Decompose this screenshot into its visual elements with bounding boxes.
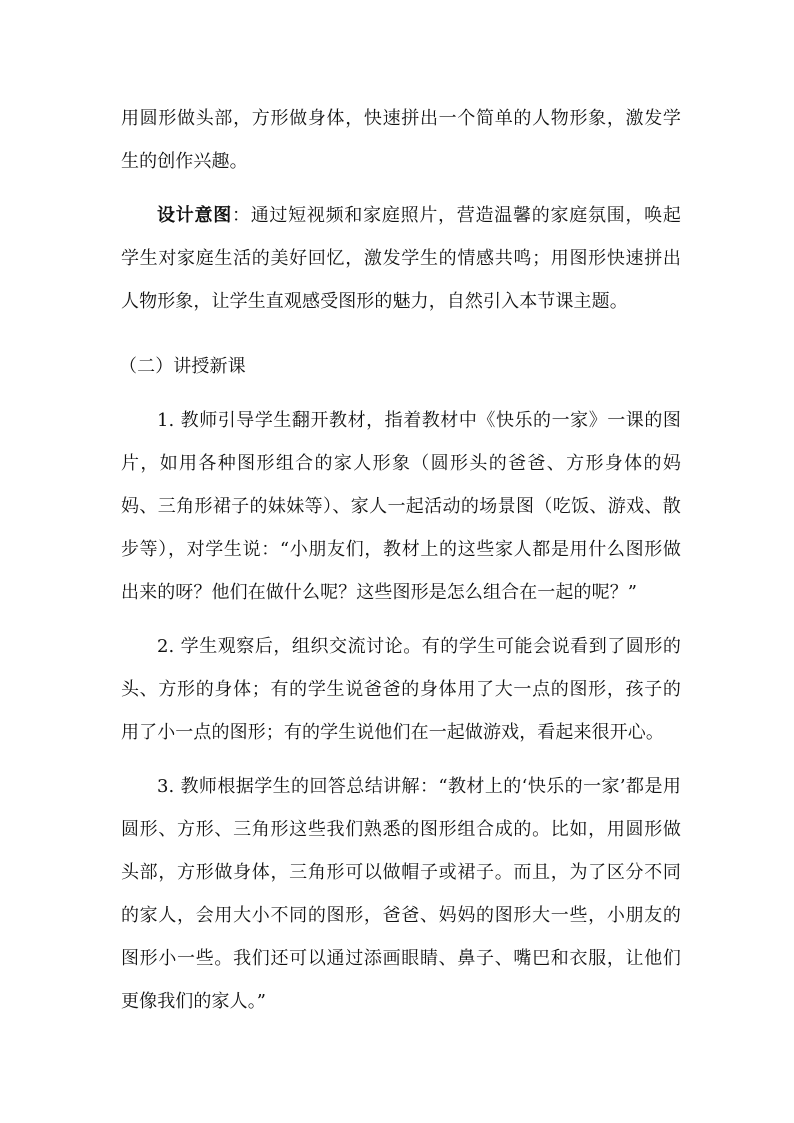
document-body bbox=[121, 97, 681, 1023]
paragraph-continuation: 用圆形做头部，方形做身体，快速拼出一个简单的人物形象，激发学生的创作兴趣。 bbox=[121, 108, 681, 172]
paragraph-step-2: 2. 学生观察后，组织交流讨论。有的学生可能会说看到了圆形的头、方形的身体；有的学生说爸爸的身体用了大一点的图形，孩子的用了小一点的图形；有的学生说他们在一起做游戏，看起来很开心。 bbox=[121, 636, 681, 743]
design-intent-label: 设计意图 bbox=[157, 205, 232, 226]
paragraph-step-3: 3. 教师根据学生的回答总结讲解：“教材上的‘快乐的一家’都是用圆形、方形、三角形这些我们熟悉的图形组合成的。比如，用圆形做头部，方形做身体，三角形可以做帽子或裙子。而且，为了区分不同的家人，会用大小不同的图形，爸爸、妈妈的图形大一些，小朋友的图形小一些。我们还可以通过添画眼睛、鼻子、嘴巴和衣服，让他们更像我们的家人。” bbox=[121, 776, 681, 1012]
paragraph-step-1: 1. 教师引导学生翻开教材，指着教材中《快乐的一家》一课的图片，如用各种图形组合的家人形象（圆形头的爸爸、方形身体的妈妈、三角形裙子的妹妹等）、家人一起活动的场景图（吃饭、游戏、散步等），对学生说：“小朋友们，教材上的这些家人都是用什么图形做出来的呀？他们在做什么呢？这些图形是怎么组合在一起的呢？” bbox=[121, 410, 681, 603]
design-intent-text: ：通过短视频和家庭照片，营造温馨的家庭氛围，唤起学生对家庭生活的美好回忆，激发学生的情感共鸣；用图形快速拼出人物形象，让学生直观感受图形的魅力，自然引入本节课主题。 bbox=[121, 205, 681, 312]
paragraph-design-intent bbox=[121, 194, 681, 323]
section-heading: （二）讲授新课 bbox=[119, 356, 246, 377]
